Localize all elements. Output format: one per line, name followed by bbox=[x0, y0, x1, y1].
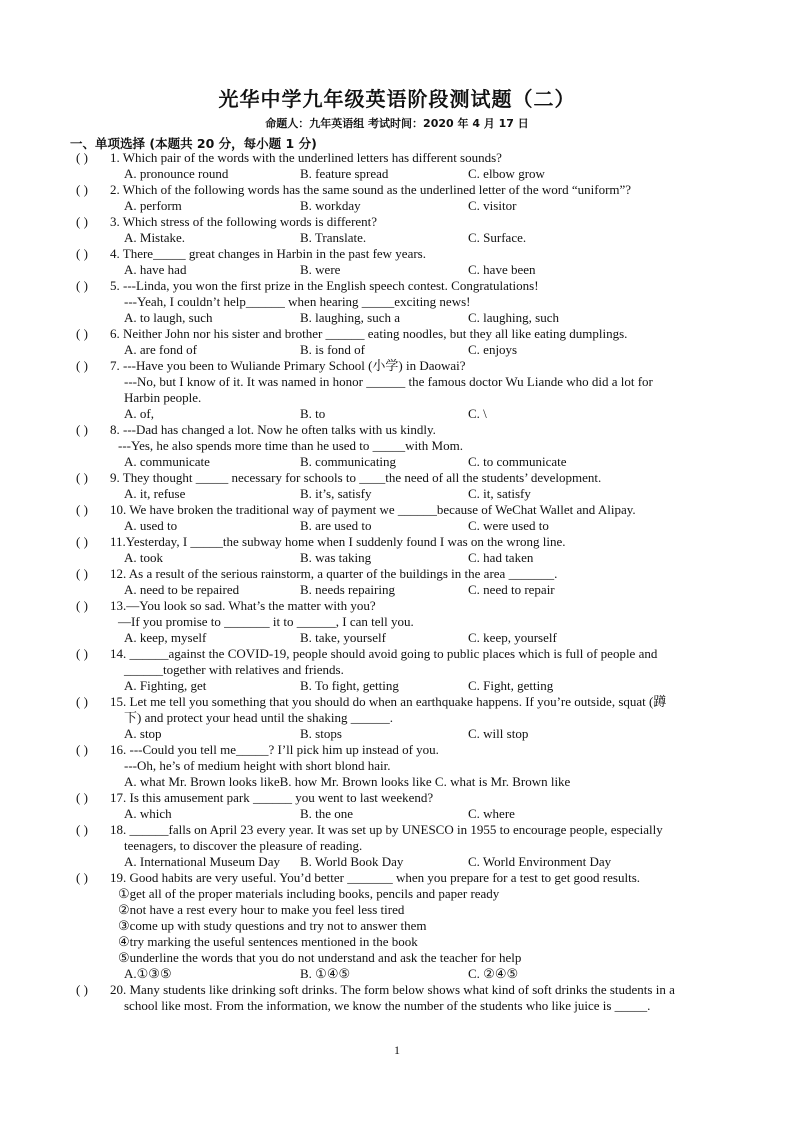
option-b: B. are used to bbox=[300, 518, 372, 533]
answer-blank[interactable]: ( ) bbox=[76, 422, 88, 437]
answer-blank[interactable]: ( ) bbox=[76, 982, 88, 997]
question-text: 6. Neither John nor his sister and brother ______ eating noodles, but they all like eating dumplings. bbox=[110, 326, 628, 341]
question-text: 2. Which of the following words has the same sound as the underlined letter of the word “uniform”? bbox=[110, 182, 632, 197]
answer-blank[interactable]: ( ) bbox=[76, 326, 88, 341]
question-text: 1. Which pair of the words with the underlined letters has different sounds? bbox=[110, 150, 502, 165]
option-a: A. need to be repaired bbox=[124, 582, 240, 597]
question-text: 20. Many students like drinking soft drinks. The form below shows what kind of soft drinks the students in a bbox=[110, 982, 675, 997]
option-a: A. which bbox=[124, 806, 172, 821]
options bbox=[68, 726, 728, 742]
question-text-continued: ---No, but I know of it. It was named in honor ______ the famous doctor Wu Liande who did a lot for bbox=[124, 374, 653, 389]
question-text-continued: ______together with relatives and friends. bbox=[124, 662, 344, 677]
question-12 bbox=[68, 566, 728, 582]
question-text-continued: ---Yes, he also spends more time than he used to _____with Mom. bbox=[118, 438, 463, 453]
option-c: C. need to repair bbox=[468, 582, 555, 597]
page-title: 光华中学九年级英语阶段测试题（二） bbox=[218, 87, 576, 111]
options bbox=[68, 262, 728, 278]
section-heading: 一、单项选择 (本题共 20 分，每小题 1 分) bbox=[70, 136, 317, 151]
answer-blank[interactable]: ( ) bbox=[76, 182, 88, 197]
answer-blank[interactable]: ( ) bbox=[76, 278, 88, 293]
question-text-continued: school like most. From the information, we know the number of the students who like juice is _____. bbox=[124, 998, 651, 1013]
option-b: B. to bbox=[300, 406, 326, 421]
question-11 bbox=[68, 534, 728, 550]
question-text: 4. There_____ great changes in Harbin in the past few years. bbox=[110, 246, 426, 261]
question-text: 16. ---Could you tell me_____? I’ll pick him up instead of you. bbox=[110, 742, 439, 757]
option-b: B. Translate. bbox=[300, 230, 367, 245]
option-b: B. needs repairing bbox=[300, 582, 395, 597]
option-b: B. feature spread bbox=[300, 166, 389, 181]
options bbox=[68, 550, 728, 566]
question-list bbox=[68, 150, 728, 1014]
options bbox=[68, 806, 728, 822]
option-c: C. visitor bbox=[468, 198, 517, 213]
answer-blank[interactable]: ( ) bbox=[76, 534, 88, 549]
question-text-continued: Harbin people. bbox=[124, 390, 202, 405]
option-a: A. perform bbox=[124, 198, 182, 213]
question-text: 12. As a result of the serious rainstorm, a quarter of the buildings in the area _______. bbox=[110, 566, 558, 581]
question-15 bbox=[68, 694, 728, 710]
question-16 bbox=[68, 742, 728, 758]
option-a: A. keep, myself bbox=[124, 630, 207, 645]
question-text: 5. ---Linda, you won the first prize in the English speech contest. Congratulations! bbox=[110, 278, 539, 293]
question-text: 3. Which stress of the following words is different? bbox=[110, 214, 378, 229]
statement-item: ④try marking the useful sentences mentioned in the book bbox=[118, 934, 418, 949]
option-b: B. laughing, such a bbox=[300, 310, 401, 325]
options bbox=[68, 518, 728, 534]
options bbox=[68, 406, 728, 422]
option-c: C. will stop bbox=[468, 726, 529, 741]
question-8 bbox=[68, 422, 728, 438]
option-b: B. stops bbox=[300, 726, 342, 741]
exam-info: 命题人：九年英语组 考试时间：2020 年 4 月 17 日 bbox=[265, 117, 529, 130]
question-5 bbox=[68, 278, 728, 294]
question-text-continued: teenagers, to discover the pleasure of reading. bbox=[124, 838, 363, 853]
answer-blank[interactable]: ( ) bbox=[76, 150, 88, 165]
options bbox=[68, 310, 728, 326]
question-text-continued: —If you promise to _______ it to ______, I can tell you. bbox=[118, 614, 414, 629]
options bbox=[68, 230, 728, 246]
answer-blank[interactable]: ( ) bbox=[76, 470, 88, 485]
option-a: A. communicate bbox=[124, 454, 210, 469]
question-text: 10. We have broken the traditional way of payment we ______because of WeChat Wallet and Alipay. bbox=[110, 502, 636, 517]
options bbox=[68, 166, 728, 182]
answer-blank[interactable]: ( ) bbox=[76, 742, 88, 757]
option-b: B. World Book Day bbox=[300, 854, 404, 869]
options bbox=[68, 966, 728, 982]
option-a: A. it, refuse bbox=[124, 486, 186, 501]
option-c: C. laughing, such bbox=[468, 310, 559, 325]
question-20 bbox=[68, 982, 728, 998]
option-c: C. ②④⑤ bbox=[468, 966, 519, 981]
option-c: C. it, satisfy bbox=[468, 486, 531, 501]
options bbox=[68, 454, 728, 470]
question-text: 17. Is this amusement park ______ you went to last weekend? bbox=[110, 790, 434, 805]
question-18 bbox=[68, 822, 728, 838]
question-text: 13.—You look so sad. What’s the matter with you? bbox=[110, 598, 376, 613]
question-text: 19. Good habits are very useful. You’d better _______ when you prepare for a test to get good results. bbox=[110, 870, 640, 885]
question-19 bbox=[68, 870, 728, 886]
option-c: C. enjoys bbox=[468, 342, 518, 357]
option-a: A. Fighting, get bbox=[124, 678, 207, 693]
options bbox=[68, 342, 728, 358]
option-a: A. are fond of bbox=[124, 342, 197, 357]
answer-blank[interactable]: ( ) bbox=[76, 566, 88, 581]
question-text-continued: ---Oh, he’s of medium height with short blond hair. bbox=[124, 758, 391, 773]
statement-item: ①get all of the proper materials including books, pencils and paper ready bbox=[118, 886, 500, 901]
option-b: B. it’s, satisfy bbox=[300, 486, 372, 501]
option-c: C. Surface. bbox=[468, 230, 527, 245]
option-a: A. took bbox=[124, 550, 163, 565]
option-b: B. were bbox=[300, 262, 341, 277]
options bbox=[68, 486, 728, 502]
question-17 bbox=[68, 790, 728, 806]
option-c: C. World Environment Day bbox=[468, 854, 612, 869]
question-4 bbox=[68, 246, 728, 262]
option-a: A. used to bbox=[124, 518, 178, 533]
options: A. what Mr. Brown looks likeB. how Mr. Brown looks like C. what is Mr. Brown like bbox=[124, 774, 571, 789]
answer-blank[interactable]: ( ) bbox=[76, 790, 88, 805]
option-c: C. have been bbox=[468, 262, 536, 277]
option-a: A. International Museum Day bbox=[124, 854, 280, 869]
option-c: C. \ bbox=[468, 406, 487, 421]
option-c: C. where bbox=[468, 806, 515, 821]
option-a: A. to laugh, such bbox=[124, 310, 213, 325]
question-text: 9. They thought _____ necessary for schools to ____the need of all the students’ development. bbox=[110, 470, 602, 485]
answer-blank[interactable]: ( ) bbox=[76, 822, 88, 837]
question-2 bbox=[68, 182, 728, 198]
option-a: A. Mistake. bbox=[124, 230, 186, 245]
question-7 bbox=[68, 358, 728, 374]
answer-blank[interactable]: ( ) bbox=[76, 358, 88, 373]
question-1 bbox=[68, 150, 728, 166]
option-c: C. elbow grow bbox=[468, 166, 545, 181]
option-b: B. the one bbox=[300, 806, 354, 821]
option-b: B. To fight, getting bbox=[300, 678, 399, 693]
option-b: B. was taking bbox=[300, 550, 372, 565]
statement-item: ③come up with study questions and try not to answer them bbox=[118, 918, 427, 933]
options bbox=[68, 678, 728, 694]
answer-blank[interactable]: ( ) bbox=[76, 246, 88, 261]
question-text: 11.Yesterday, I _____the subway home when I suddenly found I was on the wrong line. bbox=[110, 534, 566, 549]
option-c: C. had taken bbox=[468, 550, 534, 565]
answer-blank[interactable]: ( ) bbox=[76, 646, 88, 661]
option-b: B. take, yourself bbox=[300, 630, 386, 645]
option-a: A.①③⑤ bbox=[124, 966, 172, 981]
question-10 bbox=[68, 502, 728, 518]
question-14 bbox=[68, 646, 728, 662]
option-c: C. Fight, getting bbox=[468, 678, 554, 693]
option-c: C. to communicate bbox=[468, 454, 567, 469]
option-a: A. of, bbox=[124, 406, 154, 421]
question-13 bbox=[68, 598, 728, 614]
question-text-continued: ---Yeah, I couldn’t help______ when hearing _____exciting news! bbox=[124, 294, 471, 309]
statement-item: ⑤underline the words that you do not understand and ask the teacher for help bbox=[118, 950, 522, 965]
option-a: A. stop bbox=[124, 726, 162, 741]
option-b: B. is fond of bbox=[300, 342, 365, 357]
question-text: 18. ______falls on April 23 every year. It was set up by UNESCO in 1955 to encourage people, especially bbox=[110, 822, 663, 837]
option-a: A. pronounce round bbox=[124, 166, 229, 181]
answer-blank[interactable]: ( ) bbox=[76, 870, 88, 885]
option-b: B. communicating bbox=[300, 454, 397, 469]
question-text: 15. Let me tell you something that you should do when an earthquake happens. If you’re outside, squat (蹲 bbox=[110, 694, 667, 709]
question-9 bbox=[68, 470, 728, 486]
question-6 bbox=[68, 326, 728, 342]
question-text: 7. ---Have you been to Wuliande Primary School (小学) in Daowai? bbox=[110, 358, 466, 373]
question-text: 8. ---Dad has changed a lot. Now he often talks with us kindly. bbox=[110, 422, 436, 437]
options bbox=[68, 630, 728, 646]
question-text: 14. ______against the COVID-19, people should avoid going to public places which is full of people and bbox=[110, 646, 658, 661]
option-a: A. have had bbox=[124, 262, 187, 277]
answer-blank[interactable]: ( ) bbox=[76, 694, 88, 709]
answer-blank[interactable]: ( ) bbox=[76, 214, 88, 229]
options bbox=[68, 198, 728, 214]
option-b: B. workday bbox=[300, 198, 361, 213]
option-c: C. keep, yourself bbox=[468, 630, 557, 645]
options bbox=[68, 854, 728, 870]
options bbox=[68, 582, 728, 598]
question-3 bbox=[68, 214, 728, 230]
statement-item: ②not have a rest every hour to make you feel less tired bbox=[118, 902, 405, 917]
option-c: C. were used to bbox=[468, 518, 549, 533]
option-b: B. ①④⑤ bbox=[300, 966, 351, 981]
question-text-continued: 下) and protect your head until the shaking ______. bbox=[124, 710, 393, 725]
answer-blank[interactable]: ( ) bbox=[76, 502, 88, 517]
answer-blank[interactable]: ( ) bbox=[76, 598, 88, 613]
page-number: 1 bbox=[394, 1043, 400, 1057]
